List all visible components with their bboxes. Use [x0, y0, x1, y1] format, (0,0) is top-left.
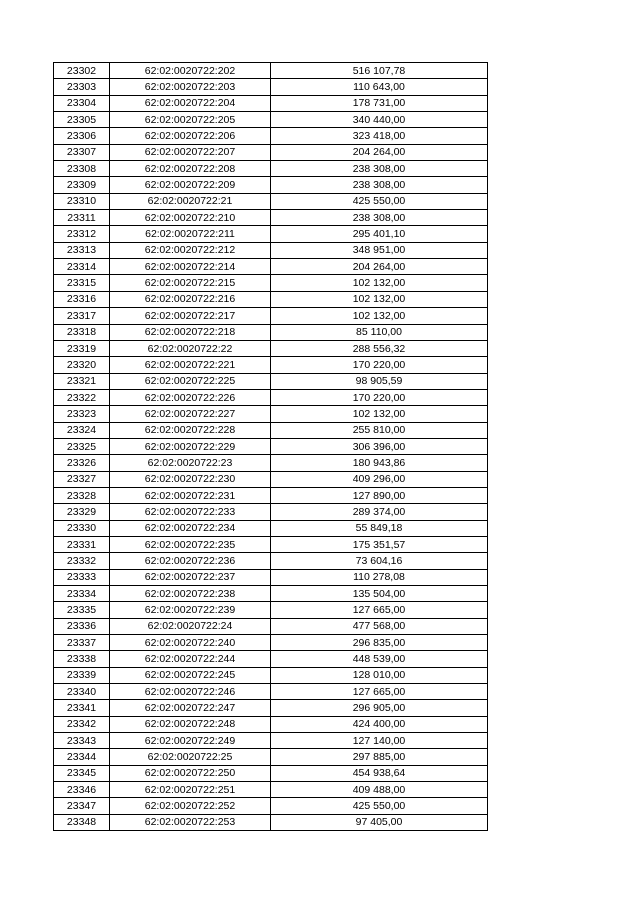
table-row: [54, 177, 488, 193]
cadastral-value-cell: 102 132,00: [271, 308, 488, 324]
cadastral-number-cell: 62:02:0020722:25: [110, 749, 271, 765]
cadastral-number-cell: 62:02:0020722:227: [110, 406, 271, 422]
row-number-cell: 23316: [54, 291, 110, 307]
table-row: [54, 324, 488, 340]
row-number-cell: 23336: [54, 618, 110, 634]
cadastral-number-cell: 62:02:0020722:249: [110, 733, 271, 749]
cadastral-number-cell: 62:02:0020722:253: [110, 814, 271, 830]
row-number-cell: 23320: [54, 357, 110, 373]
cadastral-number-cell: 62:02:0020722:245: [110, 667, 271, 683]
table-row: [54, 798, 488, 814]
cadastral-number-cell: 62:02:0020722:217: [110, 308, 271, 324]
table-row: [54, 553, 488, 569]
cadastral-value-cell: 98 905,59: [271, 373, 488, 389]
cadastral-number-cell: 62:02:0020722:231: [110, 487, 271, 503]
cadastral-value-cell: 297 885,00: [271, 749, 488, 765]
table-row: [54, 95, 488, 111]
cadastral-number-cell: 62:02:0020722:202: [110, 63, 271, 79]
row-number-cell: 23342: [54, 716, 110, 732]
cadastral-number-cell: 62:02:0020722:215: [110, 275, 271, 291]
table-row: [54, 422, 488, 438]
cadastral-number-cell: 62:02:0020722:218: [110, 324, 271, 340]
cadastral-number-cell: 62:02:0020722:216: [110, 291, 271, 307]
cadastral-value-cell: 238 308,00: [271, 161, 488, 177]
row-number-cell: 23327: [54, 471, 110, 487]
row-number-cell: 23309: [54, 177, 110, 193]
table-row: [54, 226, 488, 242]
row-number-cell: 23335: [54, 602, 110, 618]
row-number-cell: 23318: [54, 324, 110, 340]
table-row: [54, 635, 488, 651]
row-number-cell: 23324: [54, 422, 110, 438]
row-number-cell: 23334: [54, 586, 110, 602]
row-number-cell: 23303: [54, 79, 110, 95]
cadastral-value-cell: 289 374,00: [271, 504, 488, 520]
table-row: [54, 684, 488, 700]
cadastral-value-cell: 180 943,86: [271, 455, 488, 471]
row-number-cell: 23322: [54, 389, 110, 405]
row-number-cell: 23345: [54, 765, 110, 781]
cadastral-value-cell: 288 556,32: [271, 340, 488, 356]
table-row: [54, 749, 488, 765]
cadastral-number-cell: 62:02:0020722:240: [110, 635, 271, 651]
table-row: [54, 667, 488, 683]
table-row: [54, 438, 488, 454]
cadastral-value-cell: 409 296,00: [271, 471, 488, 487]
cadastral-value-cell: 295 401,10: [271, 226, 488, 242]
cadastral-value-cell: 102 132,00: [271, 291, 488, 307]
cadastral-value-cell: 340 440,00: [271, 112, 488, 128]
cadastral-value-cell: 204 264,00: [271, 259, 488, 275]
row-number-cell: 23328: [54, 487, 110, 503]
cadastral-number-cell: 62:02:0020722:24: [110, 618, 271, 634]
cadastral-value-cell: 175 351,57: [271, 536, 488, 552]
table-row: [54, 406, 488, 422]
table-row: [54, 504, 488, 520]
cadastral-number-cell: 62:02:0020722:230: [110, 471, 271, 487]
cadastral-number-cell: 62:02:0020722:237: [110, 569, 271, 585]
row-number-cell: 23325: [54, 438, 110, 454]
cadastral-value-cell: 110 643,00: [271, 79, 488, 95]
cadastral-value-cell: 477 568,00: [271, 618, 488, 634]
cadastral-value-cell: 97 405,00: [271, 814, 488, 830]
row-number-cell: 23315: [54, 275, 110, 291]
row-number-cell: 23343: [54, 733, 110, 749]
cadastral-number-cell: 62:02:0020722:221: [110, 357, 271, 373]
cadastral-value-cell: 323 418,00: [271, 128, 488, 144]
cadastral-value-cell: 178 731,00: [271, 95, 488, 111]
cadastral-value-cell: 296 835,00: [271, 635, 488, 651]
row-number-cell: 23307: [54, 144, 110, 160]
table-row: [54, 242, 488, 258]
table-row: [54, 161, 488, 177]
cadastral-value-cell: 348 951,00: [271, 242, 488, 258]
row-number-cell: 23306: [54, 128, 110, 144]
cadastral-value-cell: 306 396,00: [271, 438, 488, 454]
cadastral-number-cell: 62:02:0020722:21: [110, 193, 271, 209]
row-number-cell: 23339: [54, 667, 110, 683]
cadastral-value-cell: 238 308,00: [271, 177, 488, 193]
table-row: [54, 128, 488, 144]
table-row: [54, 586, 488, 602]
table-row: [54, 144, 488, 160]
cadastral-number-cell: 62:02:0020722:228: [110, 422, 271, 438]
row-number-cell: 23341: [54, 700, 110, 716]
row-number-cell: 23323: [54, 406, 110, 422]
cadastral-number-cell: 62:02:0020722:210: [110, 210, 271, 226]
row-number-cell: 23344: [54, 749, 110, 765]
row-number-cell: 23317: [54, 308, 110, 324]
table-row: [54, 373, 488, 389]
table-row: [54, 716, 488, 732]
cadastral-value-cell: 425 550,00: [271, 798, 488, 814]
row-number-cell: 23333: [54, 569, 110, 585]
cadastral-value-cell: 102 132,00: [271, 275, 488, 291]
cadastral-number-cell: 62:02:0020722:208: [110, 161, 271, 177]
row-number-cell: 23348: [54, 814, 110, 830]
row-number-cell: 23329: [54, 504, 110, 520]
row-number-cell: 23312: [54, 226, 110, 242]
cadastral-value-cell: 170 220,00: [271, 357, 488, 373]
row-number-cell: 23313: [54, 242, 110, 258]
table-row: [54, 259, 488, 275]
cadastral-value-cell: 127 665,00: [271, 602, 488, 618]
table-row: [54, 63, 488, 79]
table-row: [54, 487, 488, 503]
cadastral-number-cell: 62:02:0020722:205: [110, 112, 271, 128]
table-row: [54, 651, 488, 667]
cadastral-number-cell: 62:02:0020722:252: [110, 798, 271, 814]
table-row: [54, 389, 488, 405]
cadastral-value-cell: 55 849,18: [271, 520, 488, 536]
cadastral-value-cell: 424 400,00: [271, 716, 488, 732]
table-row: [54, 471, 488, 487]
row-number-cell: 23319: [54, 340, 110, 356]
cadastral-number-cell: 62:02:0020722:22: [110, 340, 271, 356]
row-number-cell: 23330: [54, 520, 110, 536]
table-row: [54, 520, 488, 536]
row-number-cell: 23310: [54, 193, 110, 209]
cadastral-value-cell: 127 890,00: [271, 487, 488, 503]
cadastral-number-cell: 62:02:0020722:246: [110, 684, 271, 700]
cadastral-value-cell: 238 308,00: [271, 210, 488, 226]
table-row: [54, 765, 488, 781]
cadastral-value-cell: 135 504,00: [271, 586, 488, 602]
table-row: [54, 79, 488, 95]
table-row: [54, 340, 488, 356]
row-number-cell: 23305: [54, 112, 110, 128]
table-row: [54, 275, 488, 291]
cadastral-value-cell: 128 010,00: [271, 667, 488, 683]
row-number-cell: 23347: [54, 798, 110, 814]
row-number-cell: 23314: [54, 259, 110, 275]
cadastral-value-cell: 85 110,00: [271, 324, 488, 340]
cadastral-number-cell: 62:02:0020722:239: [110, 602, 271, 618]
cadastral-value-table: [53, 62, 488, 831]
cadastral-value-cell: 102 132,00: [271, 406, 488, 422]
cadastral-value-cell: 127 665,00: [271, 684, 488, 700]
table-row: [54, 814, 488, 830]
row-number-cell: 23338: [54, 651, 110, 667]
cadastral-number-cell: 62:02:0020722:203: [110, 79, 271, 95]
cadastral-number-cell: 62:02:0020722:250: [110, 765, 271, 781]
cadastral-number-cell: 62:02:0020722:204: [110, 95, 271, 111]
table-row: [54, 602, 488, 618]
table-row: [54, 112, 488, 128]
cadastral-number-cell: 62:02:0020722:236: [110, 553, 271, 569]
cadastral-value-cell: 204 264,00: [271, 144, 488, 160]
cadastral-number-cell: 62:02:0020722:235: [110, 536, 271, 552]
cadastral-number-cell: 62:02:0020722:225: [110, 373, 271, 389]
table-row: [54, 193, 488, 209]
row-number-cell: 23331: [54, 536, 110, 552]
cadastral-value-cell: 127 140,00: [271, 733, 488, 749]
cadastral-number-cell: 62:02:0020722:206: [110, 128, 271, 144]
cadastral-value-cell: 73 604,16: [271, 553, 488, 569]
table-row: [54, 733, 488, 749]
cadastral-value-cell: 425 550,00: [271, 193, 488, 209]
cadastral-number-cell: 62:02:0020722:244: [110, 651, 271, 667]
table-body: [54, 63, 488, 831]
cadastral-value-cell: 516 107,78: [271, 63, 488, 79]
table-row: [54, 700, 488, 716]
cadastral-number-cell: 62:02:0020722:214: [110, 259, 271, 275]
cadastral-value-cell: 255 810,00: [271, 422, 488, 438]
cadastral-number-cell: 62:02:0020722:207: [110, 144, 271, 160]
cadastral-number-cell: 62:02:0020722:248: [110, 716, 271, 732]
cadastral-number-cell: 62:02:0020722:229: [110, 438, 271, 454]
cadastral-value-cell: 454 938,64: [271, 765, 488, 781]
cadastral-number-cell: 62:02:0020722:251: [110, 782, 271, 798]
row-number-cell: 23302: [54, 63, 110, 79]
table-row: [54, 357, 488, 373]
cadastral-value-cell: 110 278,08: [271, 569, 488, 585]
cadastral-number-cell: 62:02:0020722:233: [110, 504, 271, 520]
table-row: [54, 210, 488, 226]
table-row: [54, 291, 488, 307]
cadastral-number-cell: 62:02:0020722:226: [110, 389, 271, 405]
cadastral-value-cell: 448 539,00: [271, 651, 488, 667]
cadastral-value-cell: 409 488,00: [271, 782, 488, 798]
row-number-cell: 23346: [54, 782, 110, 798]
row-number-cell: 23304: [54, 95, 110, 111]
cadastral-number-cell: 62:02:0020722:234: [110, 520, 271, 536]
row-number-cell: 23308: [54, 161, 110, 177]
cadastral-number-cell: 62:02:0020722:238: [110, 586, 271, 602]
row-number-cell: 23311: [54, 210, 110, 226]
cadastral-number-cell: 62:02:0020722:212: [110, 242, 271, 258]
cadastral-number-cell: 62:02:0020722:209: [110, 177, 271, 193]
table-row: [54, 536, 488, 552]
row-number-cell: 23337: [54, 635, 110, 651]
cadastral-value-cell: 170 220,00: [271, 389, 488, 405]
cadastral-number-cell: 62:02:0020722:23: [110, 455, 271, 471]
cadastral-number-cell: 62:02:0020722:247: [110, 700, 271, 716]
row-number-cell: 23340: [54, 684, 110, 700]
row-number-cell: 23332: [54, 553, 110, 569]
row-number-cell: 23326: [54, 455, 110, 471]
table-row: [54, 569, 488, 585]
row-number-cell: 23321: [54, 373, 110, 389]
table-row: [54, 308, 488, 324]
table-row: [54, 455, 488, 471]
cadastral-number-cell: 62:02:0020722:211: [110, 226, 271, 242]
table-row: [54, 782, 488, 798]
table-row: [54, 618, 488, 634]
cadastral-value-cell: 296 905,00: [271, 700, 488, 716]
